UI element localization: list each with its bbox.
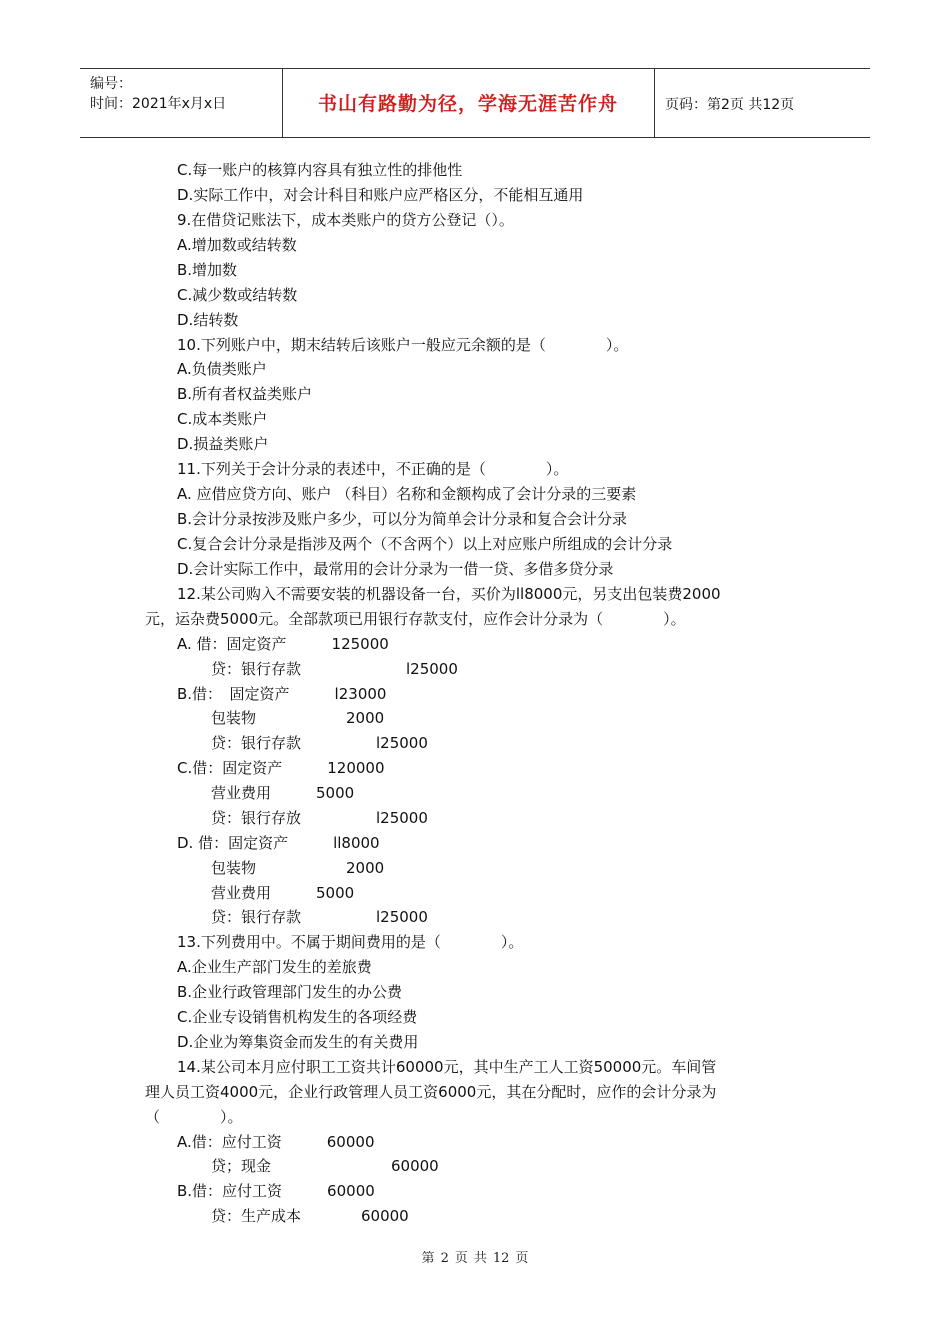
header-motto: 书山有路勤为径，学海无涯苦作舟 (317, 93, 618, 115)
question-14-continued: （ ）。 (145, 1108, 243, 1126)
header-page-number: 页码：第2页 共12页 (665, 97, 795, 113)
question-9: 9.在借贷记账法下，成本类账户的贷方公登记（）。 (177, 211, 514, 229)
question-12: 12.某公司购入不需要安装的机器设备一台，买价为ll8000元，另支出包装费2000 (177, 585, 721, 603)
option-line: D.损益类账户 (177, 435, 269, 453)
option-line: A.负债类账户 (177, 360, 267, 378)
option-line: A. 应借应贷方向、账户 （科目）名称和金额构成了会计分录的三要素 (177, 485, 637, 503)
question-14: 14.某公司本月应付职工工资共计60000元，其中生产工人工资50000元。车间管 (177, 1058, 717, 1076)
page-header (80, 68, 870, 138)
entry-line: 贷：银行存放 l25000 (211, 809, 428, 827)
entry-line: 营业费用 5000 (211, 884, 355, 902)
option-line: C.复合会计分录是指涉及两个（不含两个）以上对应账户所组成的会计分录 (177, 535, 673, 553)
entry-line: 贷：银行存款 l25000 (211, 908, 428, 926)
option-line: B.所有者权益类账户 (177, 385, 313, 403)
footer-ye: 页 (515, 1251, 529, 1266)
entry-line: A.借：应付工资 60000 (177, 1133, 375, 1151)
option-line: C.每一账户的核算内容具有独立性的排他性 (177, 161, 463, 179)
option-line: C.企业专设销售机构发生的各项经费 (177, 1008, 418, 1026)
question-10: 10.下列账户中，期末结转后该账户一般应元余额的是（ ）。 (177, 336, 629, 354)
entry-line: 包装物 2000 (211, 859, 385, 877)
entry-line: 包装物 2000 (211, 709, 385, 727)
question-14-continued: 理人员工资4000元，企业行政管理人员工资6000元，其在分配时，应作的会计分录为 (145, 1083, 717, 1101)
entry-line: D. 借：固定资产 ll8000 (177, 834, 380, 852)
footer-di: 第 (421, 1251, 435, 1266)
document-time-label: 时间：2021年x月x日 (90, 96, 227, 112)
header-meta-cell (80, 69, 283, 137)
option-line: C.成本类账户 (177, 410, 268, 428)
entry-line: C.借：固定资产 120000 (177, 759, 385, 777)
page-footer (0, 1247, 950, 1266)
question-11: 11.下列关于会计分录的表述中，不正确的是（ ）。 (177, 460, 569, 478)
document-number-label: 编号： (90, 76, 132, 92)
entry-line: 贷；现金 60000 (211, 1157, 439, 1175)
question-13: 13.下列费用中。不属于期间费用的是（ ）。 (177, 933, 524, 951)
entry-line: 贷：生产成本 60000 (211, 1207, 409, 1225)
entry-line: 营业费用 5000 (211, 784, 355, 802)
header-page-cell (655, 69, 870, 137)
option-line: B.企业行政管理部门发生的办公费 (177, 983, 403, 1001)
entry-line: B.借： 固定资产 l23000 (177, 685, 387, 703)
entry-line: A. 借：固定资产 125000 (177, 635, 389, 653)
footer-total-pages: 12 (492, 1251, 510, 1266)
option-line: B.会计分录按涉及账户多少，可以分为简单会计分录和复合会计分录 (177, 510, 628, 528)
option-line: D.实际工作中，对会计科目和账户应严格区分，不能相互通用 (177, 186, 584, 204)
header-motto-cell (282, 69, 655, 137)
entry-line: B.借：应付工资 60000 (177, 1182, 375, 1200)
footer-gong: 共 (473, 1251, 487, 1266)
entry-line: 贷：银行存款 l25000 (211, 660, 458, 678)
option-line: C.减少数或结转数 (177, 286, 298, 304)
option-line: A.企业生产部门发生的差旅费 (177, 958, 372, 976)
question-12-continued: 元，运杂费5000元。全部款项已用银行存款支付，应作会计分录为（ ）。 (145, 610, 686, 628)
option-line: B.增加数 (177, 261, 238, 279)
footer-page-number: 2 (440, 1251, 449, 1266)
option-line: D.会计实际工作中，最常用的会计分录为一借一贷、多借多贷分录 (177, 560, 614, 578)
option-line: A.增加数或结转数 (177, 236, 297, 254)
entry-line: 贷：银行存款 l25000 (211, 734, 428, 752)
option-line: D.企业为筹集资金而发生的有关费用 (177, 1033, 419, 1051)
option-line: D.结转数 (177, 311, 239, 329)
footer-ye: 页 (454, 1251, 468, 1266)
